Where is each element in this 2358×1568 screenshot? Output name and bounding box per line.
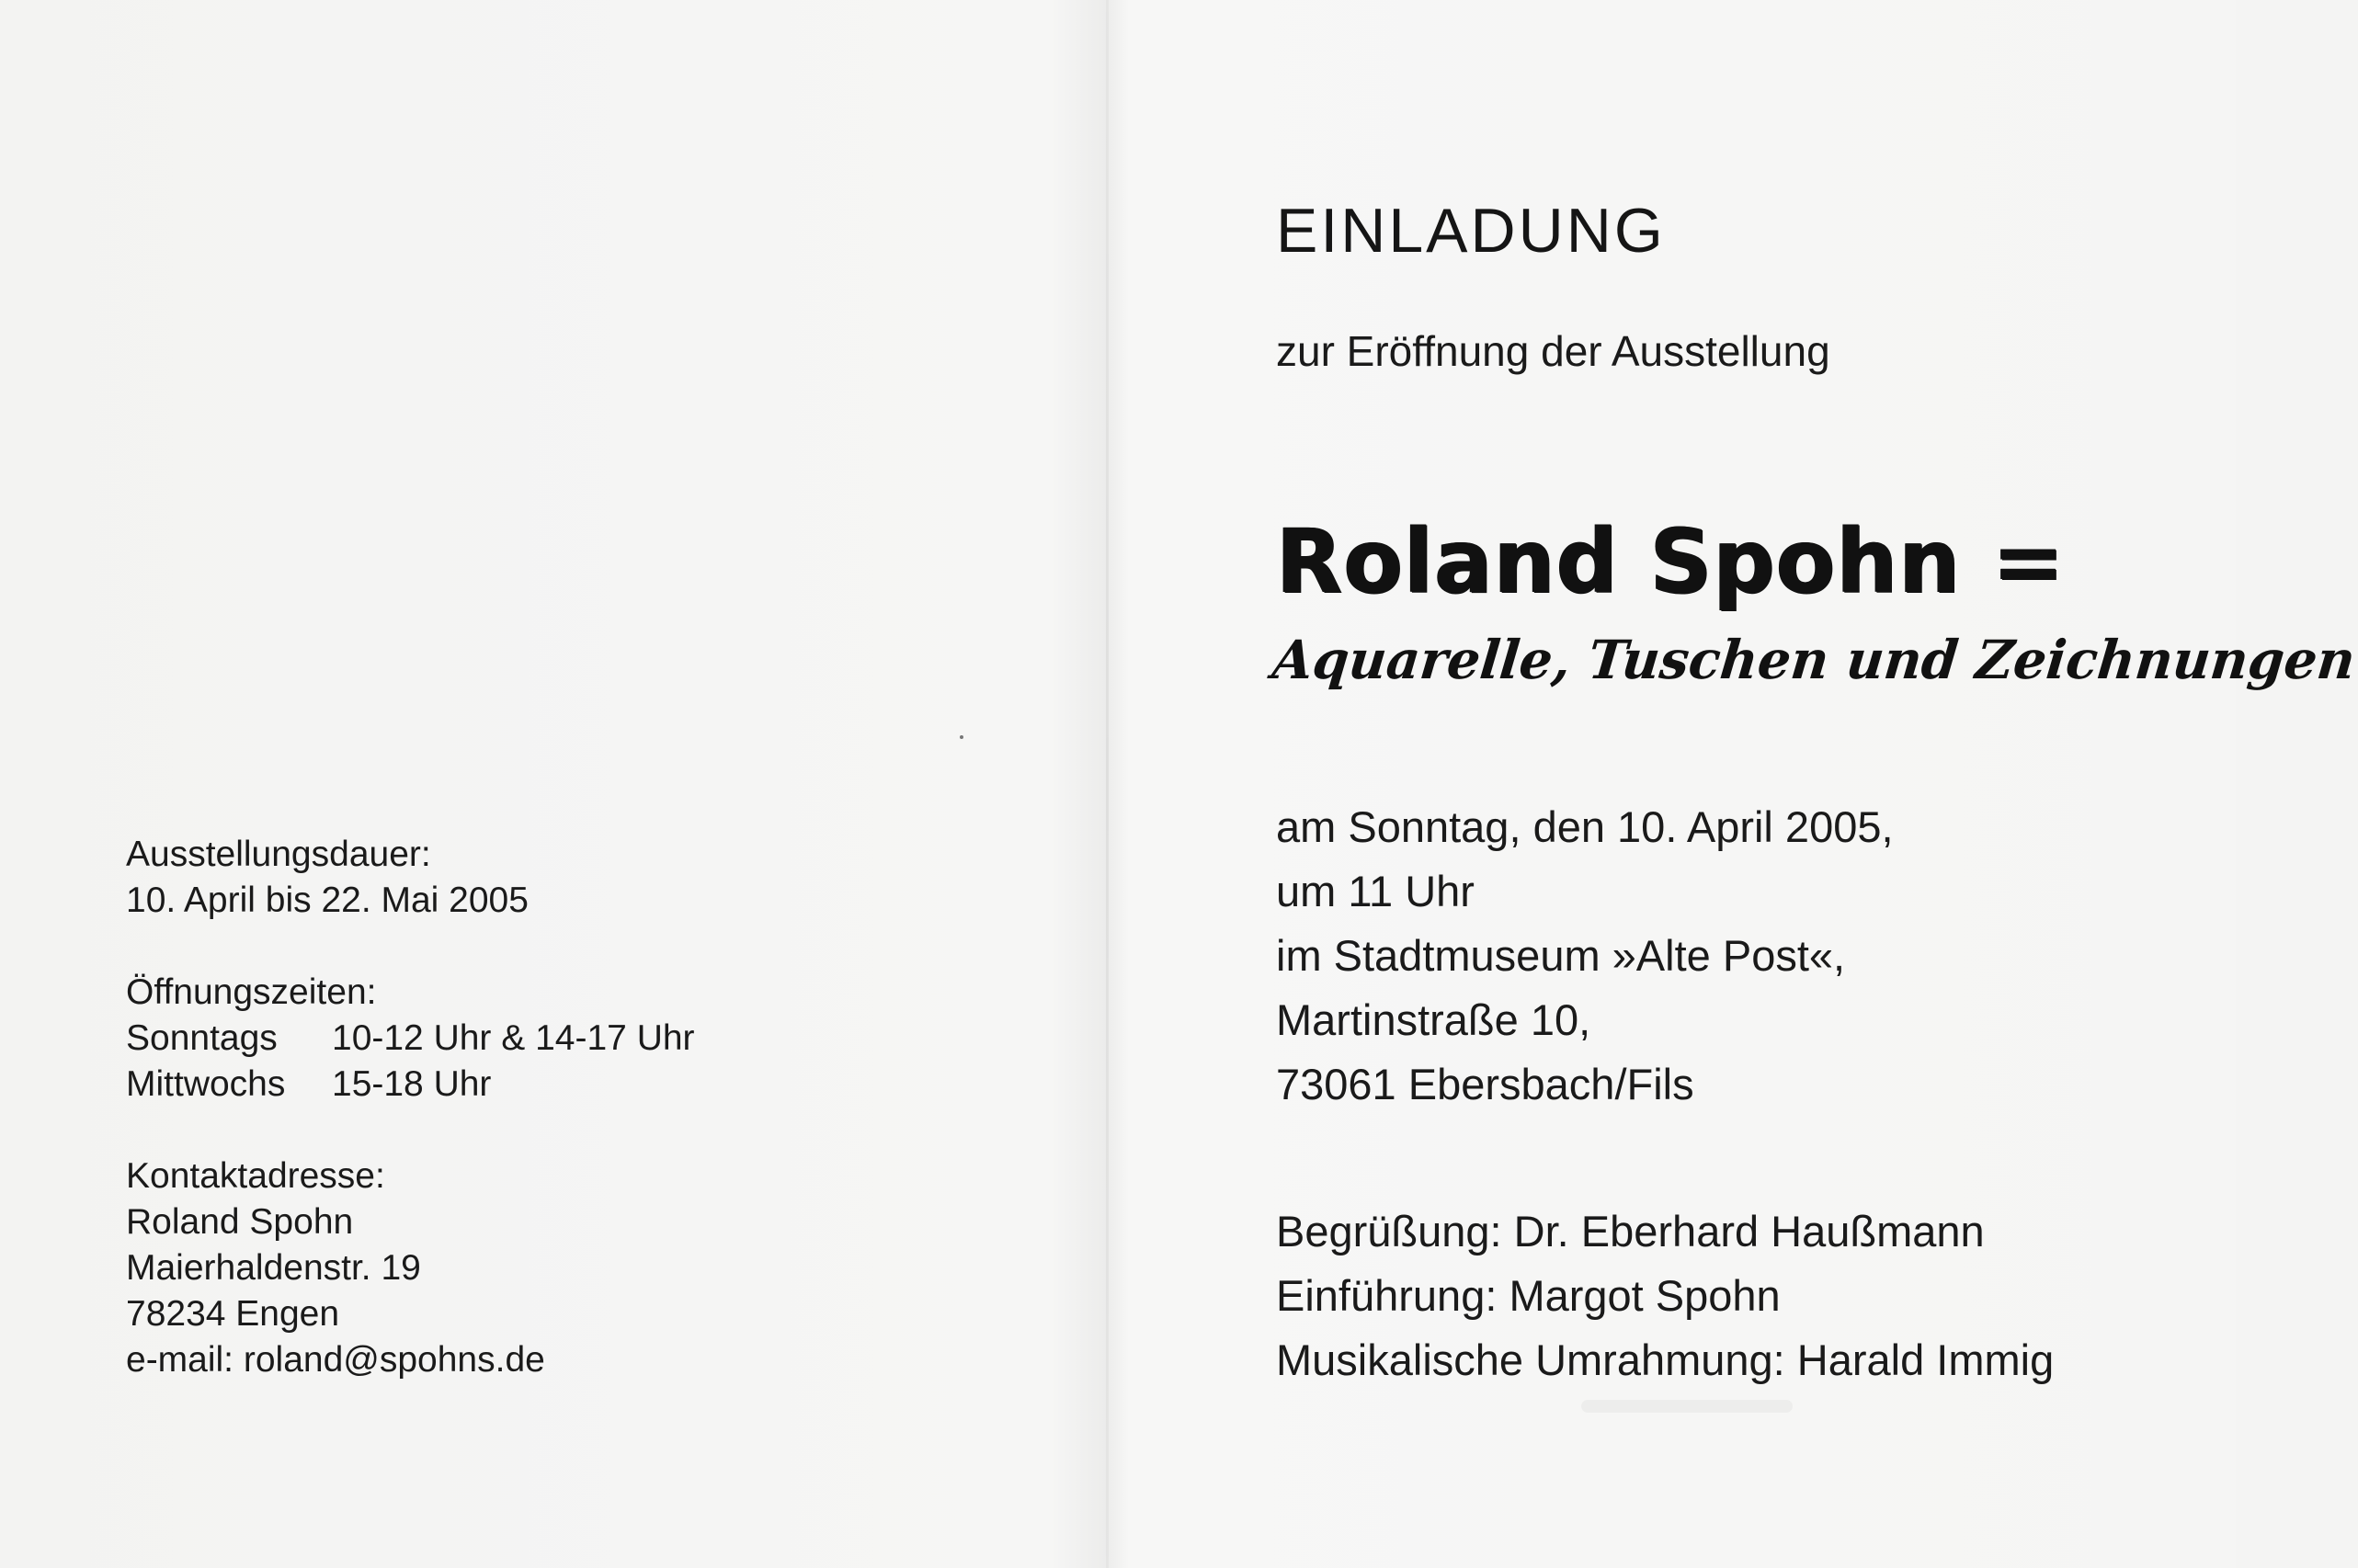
event-city: 73061 Ebersbach/Fils — [1276, 1060, 1694, 1108]
paper-speck — [960, 735, 963, 739]
contact-label: Kontaktadresse: — [126, 1156, 385, 1196]
opening-hours-label: Öffnungszeiten: — [126, 972, 377, 1012]
hours-time: 15-18 Uhr — [332, 1064, 492, 1104]
event-date: am Sonntag, den 10. April 2005, — [1276, 802, 1894, 851]
event-street: Martinstraße 10, — [1276, 995, 1591, 1044]
contact-block — [126, 1153, 953, 1383]
credit-welcome: Begrüßung: Dr. Eberhard Haußmann — [1276, 1207, 1985, 1256]
event-venue: im Stadtmuseum »Alte Post«, — [1276, 931, 1846, 980]
event-details — [1276, 795, 1894, 1117]
info-panel — [126, 832, 953, 1429]
invitation-heading: EINLADUNG — [1276, 196, 1666, 266]
program-credits — [1276, 1199, 2054, 1392]
contact-city: 78234 Engen — [126, 1294, 340, 1334]
exhibition-subtitle: Aquarelle, Tuschen und Zeichnungen — [1270, 629, 2358, 691]
credit-introduction: Einführung: Margot Spohn — [1276, 1271, 1781, 1320]
opening-hours-block — [126, 970, 953, 1108]
contact-name: Roland Spohn — [126, 1202, 354, 1242]
contact-street: Maierhaldenstr. 19 — [126, 1248, 421, 1288]
hours-day: Mittwochs — [126, 1064, 286, 1104]
duration-value: 10. April bis 22. Mai 2005 — [126, 881, 529, 920]
hours-row-sunday — [126, 1016, 953, 1062]
contact-email: e-mail: roland@spohns.de — [126, 1340, 545, 1380]
duration-block — [126, 832, 953, 924]
hours-time: 10-12 Uhr & 14-17 Uhr — [332, 1018, 695, 1058]
fold-line — [1106, 0, 1109, 1568]
duration-label: Ausstellungsdauer: — [126, 835, 431, 874]
hours-row-wednesday — [126, 1062, 953, 1108]
credit-music: Musikalische Umrahmung: Harald Immig — [1276, 1335, 2055, 1384]
hours-day: Sonntags — [126, 1018, 278, 1058]
artist-name: Roland Spohn = — [1276, 510, 2066, 613]
paper-smudge — [1581, 1400, 1793, 1413]
invitation-subheading: zur Eröffnung der Ausstellung — [1276, 327, 1830, 375]
event-time: um 11 Uhr — [1276, 867, 1475, 915]
